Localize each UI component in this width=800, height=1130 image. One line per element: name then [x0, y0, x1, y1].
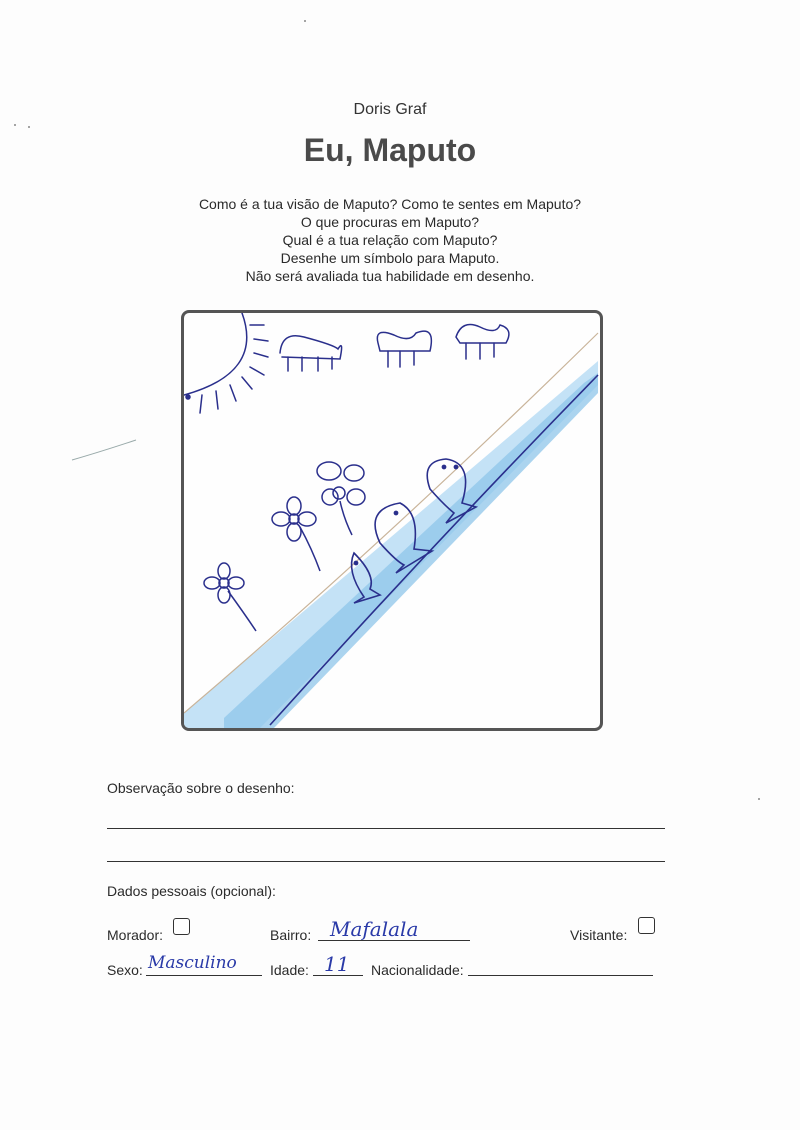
sexo-field-line[interactable] [146, 975, 262, 976]
stray-pen-mark [70, 438, 140, 464]
scan-speck [28, 126, 30, 128]
bairro-value: Mafalala [330, 917, 419, 941]
scan-speck [14, 124, 16, 126]
flower-drawing [317, 462, 365, 535]
scan-speck [304, 20, 306, 22]
sexo-label: Sexo: [107, 962, 143, 978]
drawing-frame [181, 310, 603, 731]
idade-label: Idade: [270, 962, 309, 978]
idade-value: 11 [324, 952, 350, 976]
child-drawing [184, 313, 600, 728]
cloud-drawing [456, 325, 509, 359]
prompt-line: O que procuras em Maputo? [300, 214, 480, 230]
visitante-checkbox[interactable] [638, 917, 655, 934]
bairro-field-line[interactable] [318, 940, 470, 941]
river [184, 361, 598, 728]
sun-drawing [184, 313, 268, 413]
river-bank-top [184, 333, 598, 713]
cloud-drawing [377, 331, 431, 367]
flower-drawing [204, 563, 256, 631]
cloud-drawing [280, 336, 342, 371]
observation-line-2[interactable] [107, 861, 665, 862]
prompt-text [0, 195, 780, 285]
author-name: Doris Graf [353, 101, 427, 118]
prompt-line: Não será avaliada tua habilidade em desenho. [245, 268, 535, 284]
page-title: Eu, Maputo [303, 132, 477, 168]
personal-data-label: Dados pessoais (opcional): [107, 883, 276, 899]
observation-label: Observação sobre o desenho: [107, 780, 295, 796]
scan-speck [758, 798, 760, 800]
idade-field-line[interactable] [313, 975, 363, 976]
nacionalidade-label: Nacionalidade: [371, 962, 464, 978]
morador-checkbox[interactable] [173, 918, 190, 935]
morador-label: Morador: [107, 927, 164, 943]
prompt-line: Qual é a tua relação com Maputo? [282, 232, 498, 248]
river-shading [224, 373, 598, 728]
nacionalidade-field-line[interactable] [468, 975, 653, 976]
observation-line-1[interactable] [107, 828, 665, 829]
sexo-value: Masculino [148, 953, 237, 973]
prompt-line: Como é a tua visão de Maputo? Como te sentes em Maputo? [198, 196, 582, 212]
visitante-label: Visitante: [570, 927, 628, 943]
prompt-line: Desenhe um símbolo para Maputo. [280, 250, 500, 266]
bairro-label: Bairro: [270, 927, 312, 943]
flower-drawing [272, 497, 320, 571]
